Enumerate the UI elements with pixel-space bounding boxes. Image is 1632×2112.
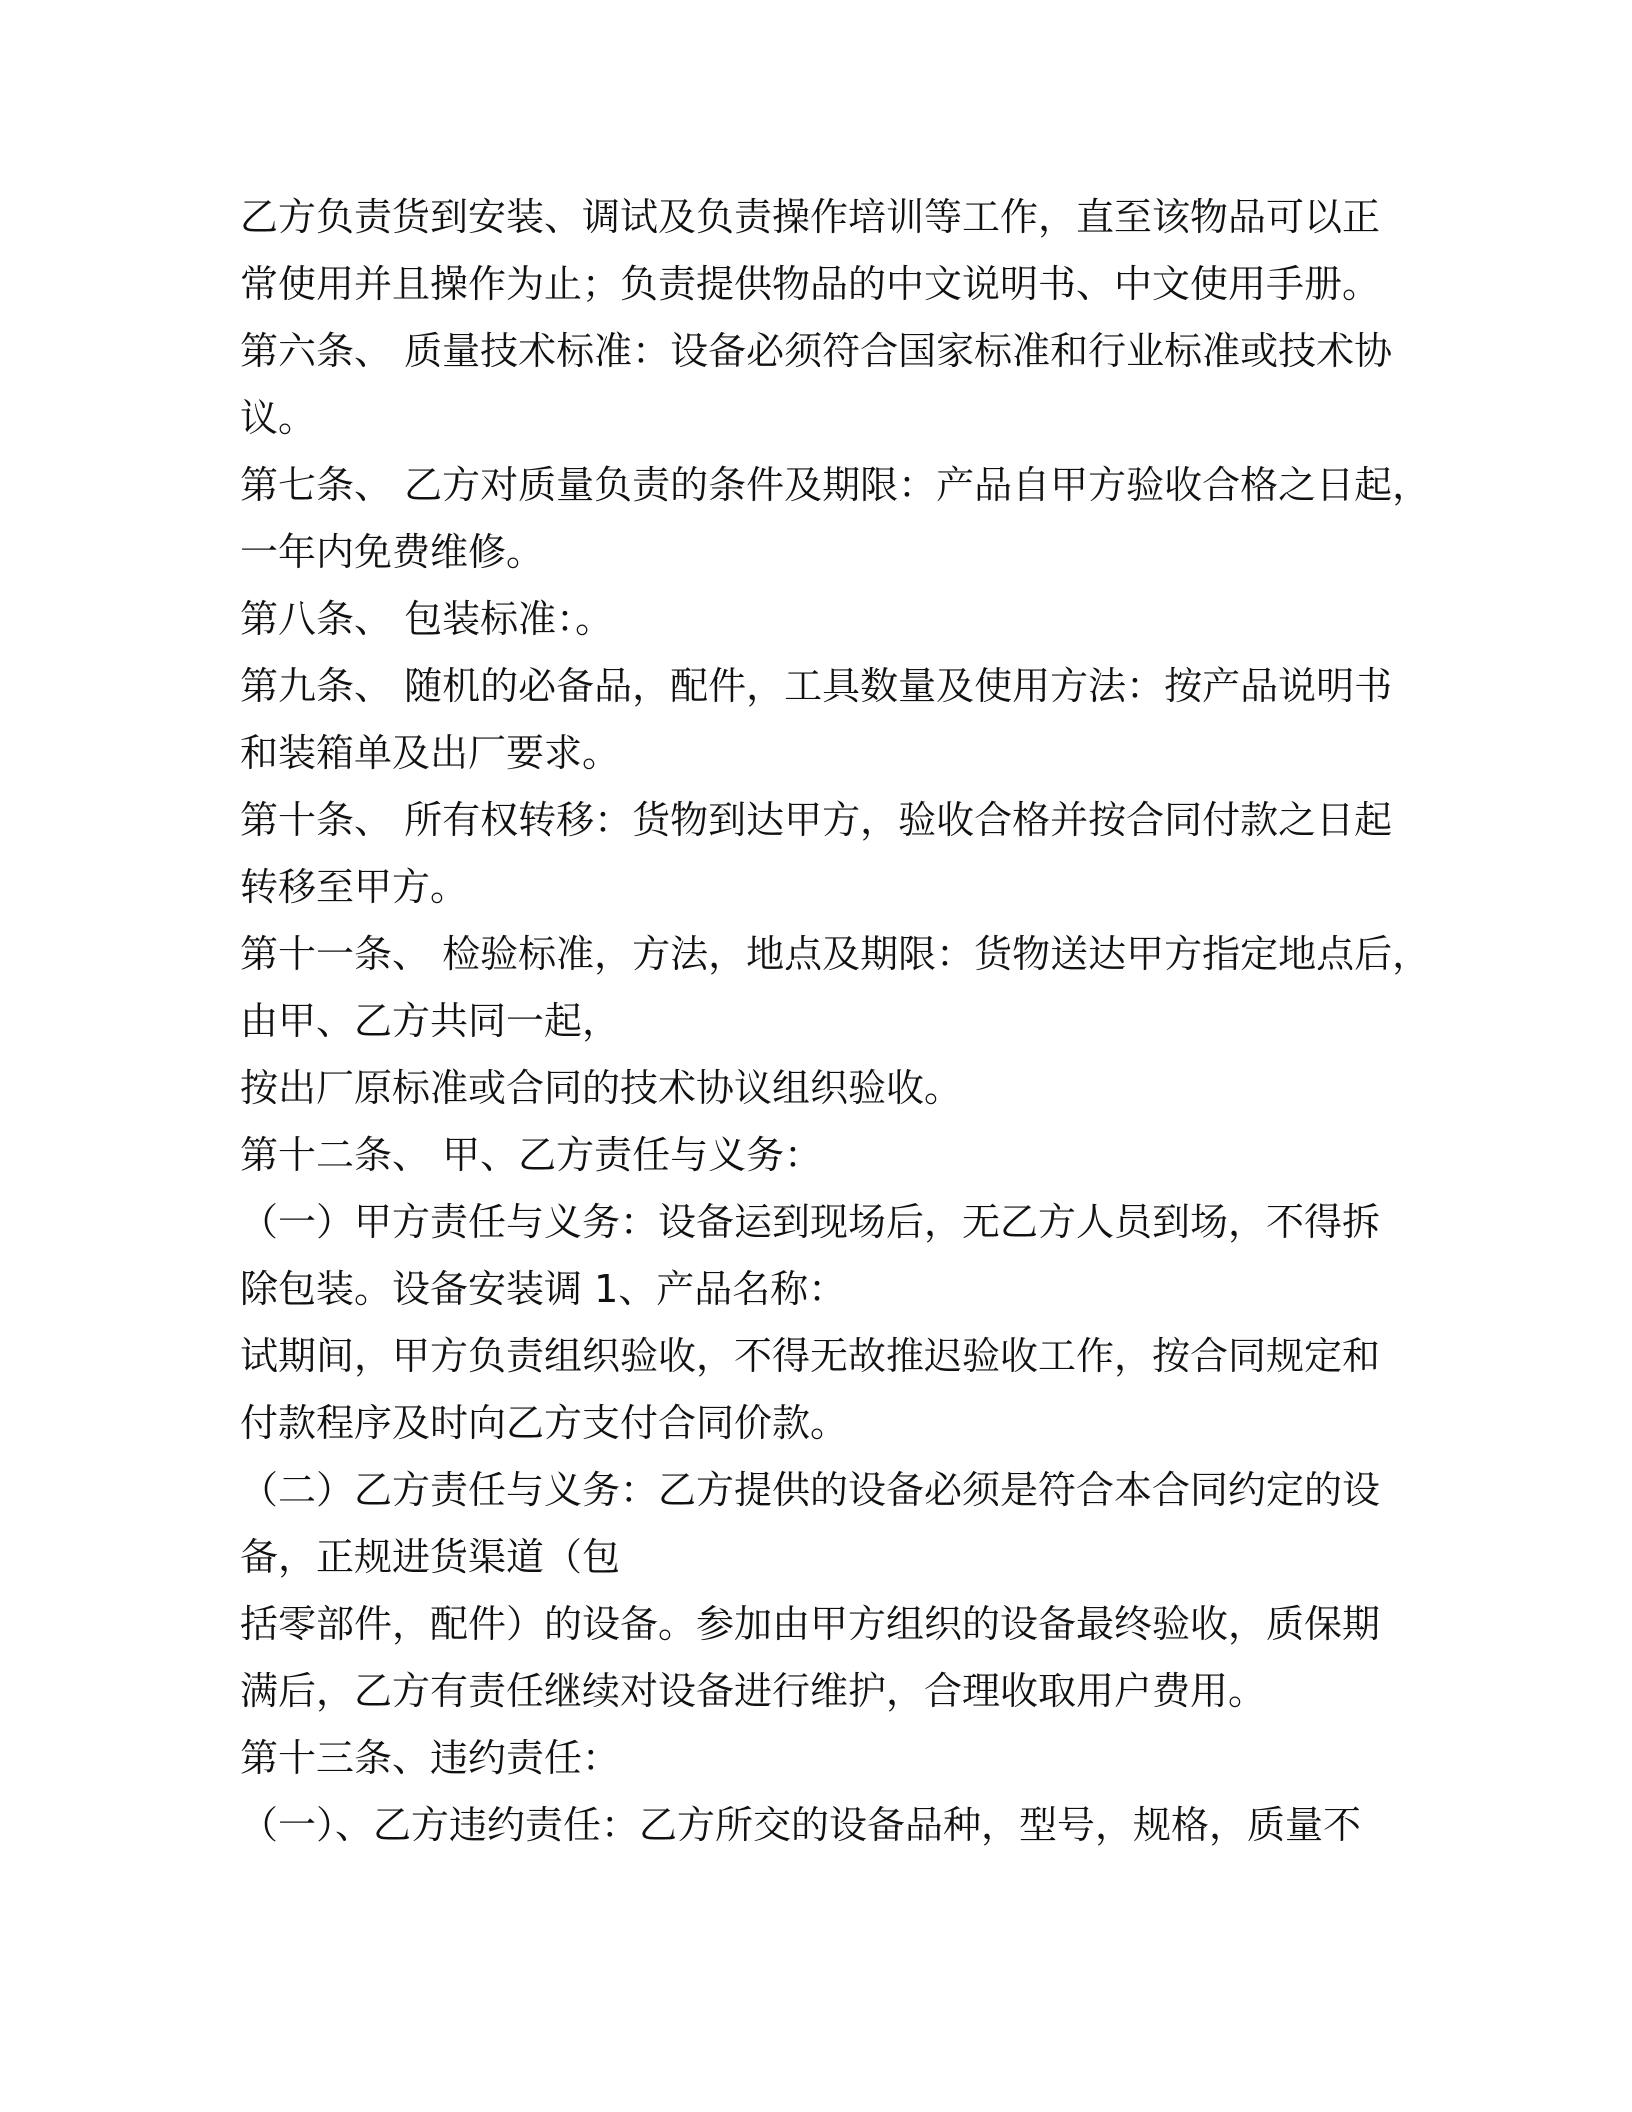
article-9-line: 第九条、 随机的必备品，配件，工具数量及使用方法：按产品说明书 (240, 664, 1393, 708)
text-line: 试期间，甲方负责组织验收，不得无故推迟验收工作，按合同规定和 (240, 1334, 1381, 1378)
clause-1-line: （一）、乙方违约责任：乙方所交的设备品种，型号，规格，质量不 (240, 1803, 1362, 1847)
article-6-line: 第六条、 质量技术标准：设备必须符合国家标准和行业标准或技术协 (240, 329, 1393, 373)
document-body (240, 184, 1431, 1859)
text-line: 付款程序及时向乙方支付合同价款。 (240, 1401, 849, 1445)
text-line: 由甲、乙方共同一起， (240, 999, 621, 1043)
text-line: 常使用并且操作为止；负责提供物品的中文说明书、中文使用手册。 (240, 262, 1381, 306)
article-11-line: 第十一条、 检验标准，方法，地点及期限：货物送达甲方指定地点后， (240, 932, 1431, 976)
article-8-line: 第八条、 包装标准：。 (240, 597, 614, 641)
text-line: 满后，乙方有责任继续对设备进行维护，合理收取用户费用。 (240, 1669, 1267, 1713)
text-line: 除包装。设备安装调 1、产品名称： (240, 1267, 847, 1311)
text-line: 备，正规进货渠道（包 (240, 1535, 621, 1579)
text-line: 按出厂原标准或合同的技术协议组织验收。 (240, 1066, 963, 1110)
article-13-line: 第十三条、违约责任： (240, 1736, 621, 1780)
text-line: 括零部件，配件）的设备。参加由甲方组织的设备最终验收，质保期 (240, 1602, 1381, 1646)
text-line: 和装箱单及出厂要求。 (240, 731, 621, 775)
article-7-line: 第七条、 乙方对质量负责的条件及期限：产品自甲方验收合格之日起， (240, 463, 1431, 507)
text-line: 一年内免费维修。 (240, 530, 545, 574)
text-line: 转移至甲方。 (240, 865, 469, 909)
text-line: 议。 (240, 396, 317, 440)
clause-2-line: （二）乙方责任与义务：乙方提供的设备必须是符合本合同约定的设 (240, 1468, 1381, 1512)
article-10-line: 第十条、 所有权转移：货物到达甲方，验收合格并按合同付款之日起 (240, 798, 1393, 842)
article-12-line: 第十二条、 甲、乙方责任与义务： (240, 1133, 823, 1177)
clause-1-line: （一）甲方责任与义务：设备运到现场后，无乙方人员到场，不得拆 (240, 1200, 1381, 1244)
text-line: 乙方负责货到安装、调试及负责操作培训等工作，直至该物品可以正 (240, 195, 1381, 239)
